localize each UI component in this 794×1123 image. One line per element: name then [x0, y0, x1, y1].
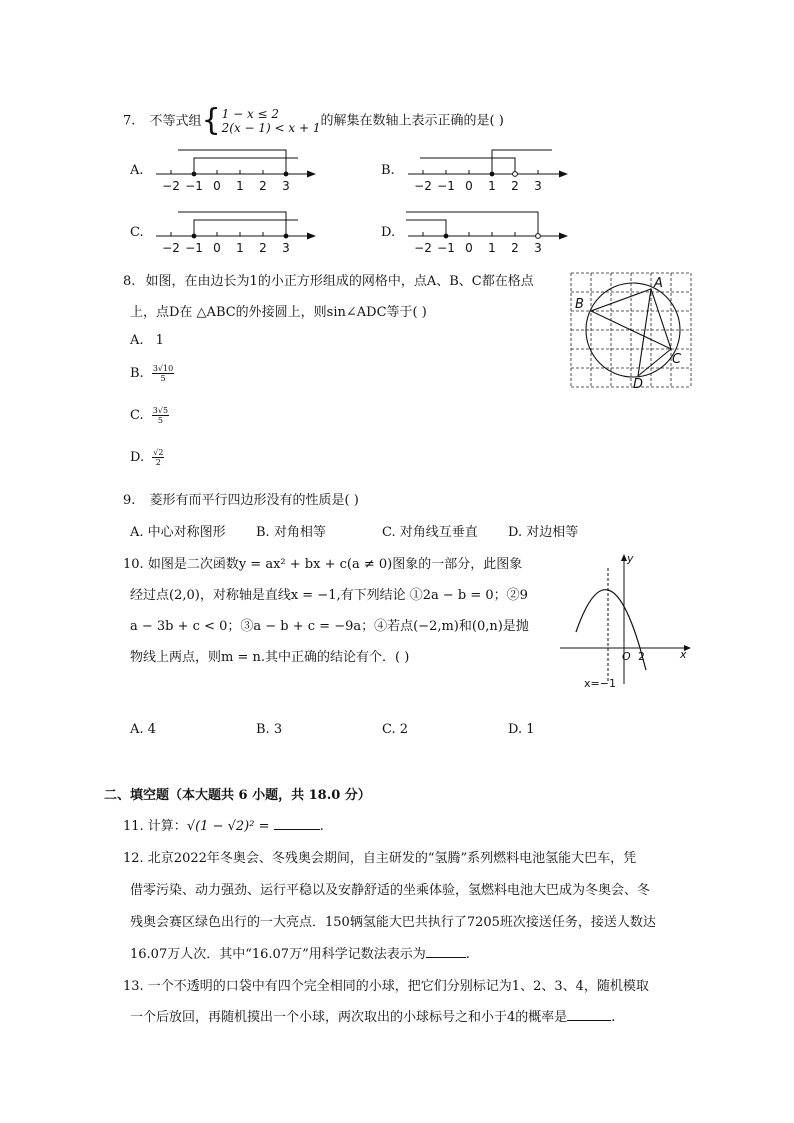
tick-label: −1	[185, 179, 203, 193]
tick-label: −2	[162, 241, 180, 255]
q10-stem-line-4: 物线上两点，则m = n.其中正确的结论有个．( )	[130, 650, 410, 665]
q7-stem-suffix: 的解集在数轴上表示正确的是( )	[320, 113, 504, 129]
fraction-denominator: 5	[157, 416, 163, 425]
tick-label: −2	[414, 179, 432, 193]
x-axis-label: x	[680, 648, 687, 661]
q10-option-c: C. 2	[382, 722, 409, 737]
fraction-numerator: 3√10	[152, 364, 174, 373]
tick-label: −1	[185, 241, 203, 255]
q10-stem-line-3: a − 3b + c < 0；③a − b + c = −9a；④若点(−2,m)和(0,n)是抛	[130, 619, 529, 634]
q8-option-a-label: A.	[130, 333, 144, 348]
q7-number: 7.	[123, 113, 136, 129]
q9-option-a: A. 中心对称图形	[130, 525, 226, 540]
arrow-icon	[307, 233, 316, 240]
q7-option-a-number-line	[148, 142, 320, 194]
q7-option-c-number-line	[148, 204, 320, 256]
q9-number: 9.	[123, 493, 136, 508]
arrow-icon	[559, 171, 568, 178]
q12-line-1: 12. 北京2022年冬奥会、冬残奥会期间，自主研发的“氢腾”系列燃料电池氢能大巴车，凭	[123, 851, 637, 866]
tick-label: 0	[213, 241, 221, 255]
q7-option-b-number-line	[400, 142, 572, 194]
q9-option-c: C. 对角线互垂直	[382, 525, 478, 540]
tick-label: 1	[236, 179, 244, 193]
q13-line-2	[130, 1006, 615, 1025]
q12-line-4-text: 16.07万人次．其中“16.07万”用科学记数法表示为	[130, 947, 426, 962]
q8-grid-figure	[570, 272, 692, 390]
q10-option-a: A. 4	[130, 722, 156, 737]
axis-of-symmetry-label: x=−1	[584, 677, 616, 690]
tick-label: 3	[282, 241, 290, 255]
q8-option-a-value: 1	[155, 333, 164, 348]
q8-option-a	[130, 333, 164, 348]
q13-line-2-text: 一个后放回，再随机摸出一个小球，两次取出的小球标号之和小于4的概率是	[130, 1010, 568, 1025]
tick-label: −2	[414, 241, 432, 255]
tick-label: −1	[437, 241, 455, 255]
section-2-heading: 二、填空题（本大题共 6 小题，共 18.0 分）	[104, 788, 371, 803]
fraction-denominator: 2	[155, 458, 161, 467]
tick-label: 3	[534, 241, 542, 255]
left-brace-icon: {	[201, 103, 221, 138]
q13-suffix: .	[611, 1010, 616, 1025]
q8-option-b-label: B.	[130, 366, 144, 381]
point-a-label: A	[654, 276, 663, 291]
origin-label: O	[622, 650, 631, 663]
tick-label: 2	[511, 179, 519, 193]
q9-stem-text: 菱形有而平行四边形没有的性质是( )	[149, 493, 359, 508]
q11-line	[123, 815, 324, 834]
q8-option-d-label: D.	[130, 450, 145, 465]
q8-option-c-label: C.	[130, 408, 144, 423]
q8-option-c-fraction	[152, 406, 169, 425]
q12-line-4	[130, 943, 470, 962]
q9-option-d: D. 对边相等	[508, 525, 579, 540]
point-b-label: B	[575, 297, 584, 312]
fraction-numerator: √2	[153, 448, 164, 457]
tick-label: 3	[282, 179, 290, 193]
q10-parabola-graph	[558, 550, 694, 690]
q12-line-2: 借零污染、动力强劲、运行平稳以及安静舒适的坐乘体验，氢燃料电池大巴成为冬奥会、冬	[130, 883, 651, 898]
q7-option-d-label: D.	[381, 225, 396, 240]
q8-option-b	[130, 364, 174, 383]
q12-suffix: .	[465, 947, 470, 962]
q8-option-d	[130, 448, 164, 467]
tick-label: 0	[465, 241, 473, 255]
q7-option-b-label: B.	[381, 163, 395, 178]
fraction-numerator: 3√5	[152, 406, 169, 415]
q11-answer-blank[interactable]	[274, 817, 320, 830]
parabola-curve	[576, 590, 646, 670]
q8-stem-line-2: 上，点D在 △ABC的外接圆上，则sin∠ADC等于( )	[130, 305, 427, 320]
point-c-label: C	[672, 352, 682, 367]
tick-label: 1	[488, 241, 496, 255]
q13-answer-blank[interactable]	[567, 1008, 611, 1021]
tick-label: 1	[236, 241, 244, 255]
q12-answer-blank[interactable]	[426, 945, 466, 958]
tick-label: 1	[488, 179, 496, 193]
q13-line-1: 13. 一个不透明的口袋中有四个完全相同的小球，把它们分别标记为1、2、3、4，随机模取	[123, 979, 649, 994]
tick-label: 0	[213, 179, 221, 193]
q10-option-b: B. 3	[256, 722, 283, 737]
q7-inequality-2: 2(x − 1) < x + 1	[221, 121, 321, 135]
tick-label: 0	[465, 179, 473, 193]
q8-option-c	[130, 406, 169, 425]
tick-label: −1	[437, 179, 455, 193]
arrow-icon	[559, 233, 568, 240]
q10-number: 10.	[123, 557, 144, 572]
tick-label: 3	[534, 179, 542, 193]
arrow-icon	[307, 171, 316, 178]
y-axis-label: y	[627, 552, 634, 565]
q8-number: 8.	[123, 274, 136, 289]
q8-option-b-fraction	[152, 364, 174, 383]
tick-label: 2	[259, 241, 267, 255]
q10-line-1	[123, 553, 522, 572]
q7-inequality-system	[201, 103, 321, 138]
q10-stem-line-1: 如图是二次函数y = ax² + bx + c(a ≠ 0)图象的一部分，此图象	[147, 557, 523, 572]
root-label: 2	[638, 650, 645, 663]
q8-option-d-fraction	[152, 448, 164, 467]
tick-label: 2	[259, 179, 267, 193]
q8-stem-line-1: 如图，在由边长为1的小正方形组成的网格中，点A、B、C都在格点	[145, 274, 534, 289]
q7-option-d-number-line	[400, 204, 572, 256]
segment-ad	[638, 289, 651, 376]
q7-stem	[123, 103, 504, 138]
q7-option-a-label: A.	[130, 163, 144, 178]
q7-stem-prefix: 不等式组	[149, 113, 202, 129]
q11-expression: √(1 − √2)² =	[186, 819, 274, 834]
q8-line-1	[123, 270, 534, 289]
q10-stem-line-2: 经过点(2,0)，对称轴是直线x = −1,有下列结论 ①2a − b = 0；②9	[130, 588, 528, 603]
tick-label: −2	[162, 179, 180, 193]
fraction-denominator: 5	[160, 374, 166, 383]
q12-line-3: 残奥会赛区绿色出行的一大亮点．150辆氢能大巴共执行了7205班次接送任务，接送人数达	[130, 915, 656, 930]
q7-inequality-1: 1 − x ≤ 2	[221, 107, 280, 121]
q10-option-d: D. 1	[508, 722, 535, 737]
q9-option-b: B. 对角相等	[256, 525, 326, 540]
q11-suffix: .	[319, 819, 324, 834]
q11-prefix: 11. 计算：	[123, 819, 187, 834]
q9-stem	[123, 489, 359, 508]
q7-option-c-label: C.	[130, 225, 144, 240]
tick-label: 2	[511, 241, 519, 255]
point-d-label: D	[633, 377, 644, 390]
